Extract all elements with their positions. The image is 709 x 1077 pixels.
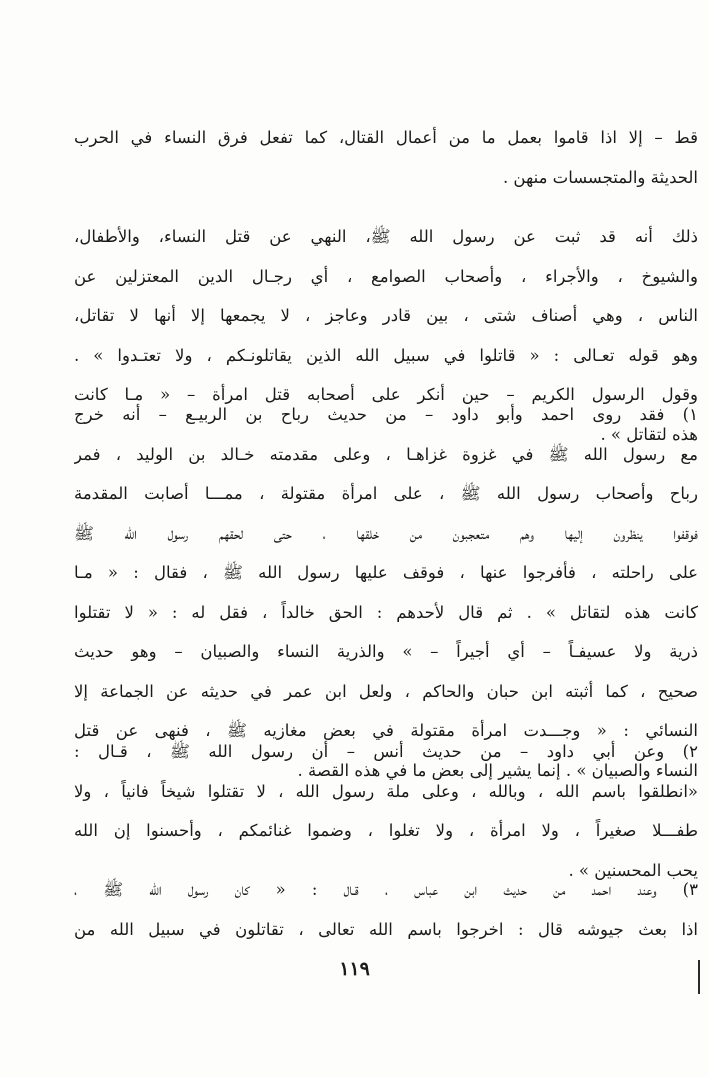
text-line: على راحلته ، فأفرجوا عنها ، فوقف عليها رسول الله ﷺ ، فقال : « مـا [74, 563, 698, 582]
text-line: الناس ، وهي أصناف شتى ، بين قادر وعاجز ، لا يجمعها إلا أنها لا تقاتل، [74, 306, 698, 325]
text-line: ٣) وعند احمد من حديث ابن عباس ، قـال : « كان رسول الله ﷺ ، [74, 880, 698, 899]
scan-edge-mark [698, 960, 700, 994]
text-line: وقول الرسول الكريم – حين أنكر على أصحابه قتل امرأة – « مـا كانت [74, 385, 698, 404]
text-line: رباح وأصحاب رسول الله ﷺ ، على امرأة مقتولة ، ممـــا أصابت المقدمة [74, 484, 698, 503]
text-line: والشيوخ ، والأجراء ، وأصحاب الصوامع ، أي رجـال الدين المعتزلين عن [74, 266, 698, 286]
text-line: مع رسول الله ﷺ في غزوة غزاهـا ، وعلى مقدمته خـالد بن الوليد ، فمر [74, 444, 698, 464]
text-line: فوقفوا ينظرون إليها وهم متعجبون من خلقها ، حتى لحقهم رسول الله ﷺ [74, 523, 698, 543]
text-line: وهو قوله تعـالى : « قاتلوا في سبيل الله الذين يقاتلونـكم ، ولا تعتـدوا » . [74, 345, 698, 365]
paragraph-5 [74, 870, 698, 949]
text-line: ٢) وعن أبي داود – من حديث أنس – أن رسول الله ﷺ ، قـال : [74, 742, 698, 761]
text-line: كانت هذه لتقاتل » . ثم قال لأحدهم : الحق خالداً ، فقل له : « لا تقتلوا [74, 602, 698, 622]
text-line: النسائي : « وجـــدت امرأة مقتولة في بعض مغازيه ﷺ ، فنهى عن قتل [74, 721, 698, 740]
paragraph-3 [74, 395, 698, 790]
paragraph-1 [74, 118, 698, 197]
text-line: النساء والصبيان » . إنما يشير إلى بعض ما في هذه القصة . [297, 760, 698, 780]
text-line: قط – إلا اذا قاموا بعمل ما من أعمال القتال، كما تفعل فرق النساء في الحرب [74, 128, 698, 147]
paragraph-4 [74, 732, 698, 890]
text-line: هذه لتقاتل » . [600, 424, 698, 444]
text-line: ذرية ولا عسيفـاً – أي أجيراً – » والذرية النساء والصبيان – وهو حديث [74, 642, 698, 661]
page-number: ١١٩ [339, 958, 370, 980]
text-line: اذا بعث جيوشه قال : اخرجوا باسم الله تعالى ، تقاتلون في سبيل الله من [74, 919, 698, 939]
text-line: طفـــلا صغيراً ، ولا امرأة ، ولا تغلوا ، وضموا غنائمكم ، وأحسنوا إن الله [74, 821, 698, 840]
text-line: «انطلقوا باسم الله ، وبالله ، وعلى ملة رسول الله ، لا تقتلوا شيخاً فانياً ، ولا [74, 781, 698, 801]
text-line: ١) فقد روى احمد وأبو داود – من حديث رباح بن الربيـع – أنه خرج [74, 405, 698, 424]
text-line: الحديثة والمتجسسات منهن . [502, 167, 698, 187]
text-line: صحيح ، كما أثبته ابن حبان والحاكم ، ولعل ابن عمر في حديثه عن الجماعة إلا [74, 681, 698, 701]
text-line: ذلك أنه قد ثبت عن رسول الله ﷺ، النهي عن قتل النساء، والأطفال، [74, 227, 698, 246]
text-line: يحب المحسنين » . [568, 860, 698, 880]
